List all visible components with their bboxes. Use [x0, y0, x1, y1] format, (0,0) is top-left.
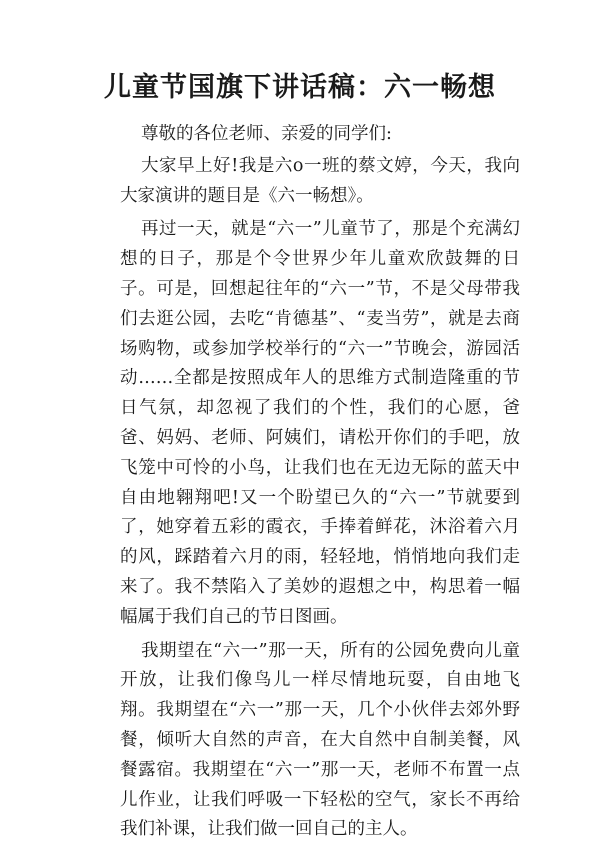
paragraph-childrens-day-memories: 再过一天，就是“六一”儿童节了，那是个充满幻想的日子，那是个令世界少年儿童欢欣鼓舞的日子。可是，回想起往年的“六一”节，不是父母带我们去逛公园，去吃“肯德基”、“麦当劳”，就是去商场购物，或参加学校举行的“六一”节晚会，游园活动……全都是按照成年人的思维方式制造隆重的节日气氛，却忽视了我们的个性，我们的心愿，爸爸、妈妈、老师、阿姨们，请松开你们的手吧，放飞笼中可怜的小鸟，让我们也在无边无际的蓝天中自由地翱翔吧!又一个盼望已久的“六一”节就要到了，她穿着五彩的霞衣，手捧着鲜花，沐浴着六月的风，踩踏着六月的雨，轻轻地，悄悄地向我们走来了。我不禁陷入了美妙的遐想之中，构思着一幅幅属于我们自己的节日图画。 — [120, 219, 520, 627]
paragraph-wishes: 我期望在“六一”那一天，所有的公园免费向儿童开放，让我们像鸟儿一样尽情地玩耍，自由地飞翔。我期望在“六一”那一天，几个小伙伴去郊外野餐，倾听大自然的声音，在大自然中自制美餐，风餐露宿。我期望在“六一”那一天，老师不布置一点儿作业，让我们呼吸一下轻松的空气，家长不再给我们补课，让我们做一回自己的主人。 — [120, 640, 520, 840]
paragraph-intro: 大家早上好!我是六ο一班的蔡文婷，今天，我向大家演讲的题目是《六一畅想》。 — [120, 155, 520, 206]
salutation: 尊敬的各位老师、亲爱的同学们: — [141, 124, 392, 144]
speech-body — [120, 120, 520, 849]
page-title: 儿童节国旗下讲话稿：六一畅想 — [104, 72, 496, 103]
